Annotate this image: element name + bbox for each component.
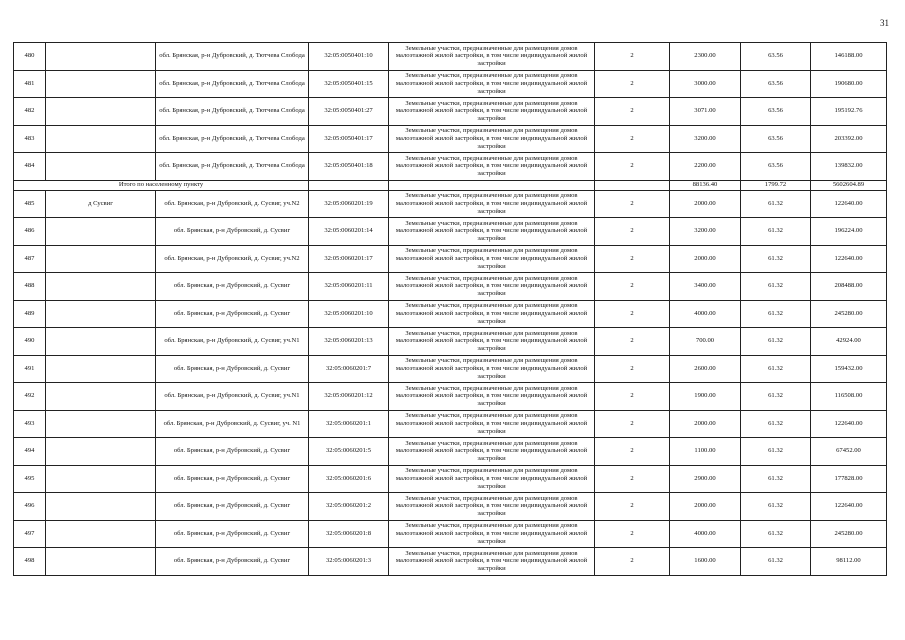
table-row <box>14 548 887 576</box>
cadastral-number-cell: 32:05:0050401:10 <box>309 43 389 71</box>
cadastral-number-cell: 32:05:0060201:7 <box>309 355 389 383</box>
table-row <box>14 465 887 493</box>
table-row <box>14 70 887 98</box>
table-row <box>14 300 887 328</box>
area-cell: 2900.00 <box>670 465 741 493</box>
settlement-name-cell <box>46 520 156 548</box>
cadastral-rate-cell: 61.32 <box>741 548 811 576</box>
land-use-purpose-cell: Земельные участки, предназначенные для размещения домов малоэтажной жилой застройки, в том числе индивидуальной жилой застройки <box>389 465 595 493</box>
cadastral-number-cell: 32:05:0060201:13 <box>309 328 389 356</box>
address-cell: обл. Брянская, р-н Дубровский, д. Тютчева Слобода <box>156 70 309 98</box>
row-number-cell: 488 <box>14 273 46 301</box>
row-number-cell: 483 <box>14 125 46 153</box>
cadastral-rate-cell: 61.32 <box>741 300 811 328</box>
address-cell: обл. Брянская, р-н Дубровский, д. Тютчева Слобода <box>156 125 309 153</box>
table-row <box>14 43 887 71</box>
address-cell: обл. Брянская, р-н Дубровский, д. Сусвиг <box>156 218 309 246</box>
row-number-cell: 493 <box>14 410 46 438</box>
settlement-name-cell <box>46 383 156 411</box>
cadastral-value-cell: 190680.00 <box>811 70 887 98</box>
total-label: Итого по населенному пункту <box>14 180 309 190</box>
land-group-cell: 2 <box>595 190 670 218</box>
area-cell: 2200.00 <box>670 153 741 181</box>
land-group-cell: 2 <box>595 273 670 301</box>
land-group-cell: 2 <box>595 125 670 153</box>
cadastral-number-cell: 32:05:0060201:8 <box>309 520 389 548</box>
cadastral-number-cell: 32:05:0050401:18 <box>309 153 389 181</box>
table-row <box>14 245 887 273</box>
cadastral-number-cell: 32:05:0060201:11 <box>309 273 389 301</box>
cadastral-rate-cell: 61.32 <box>741 465 811 493</box>
area-cell: 2000.00 <box>670 190 741 218</box>
area-cell: 2000.00 <box>670 245 741 273</box>
row-number-cell: 497 <box>14 520 46 548</box>
cadastral-value-cell: 195192.76 <box>811 98 887 126</box>
cadastral-rate-cell: 61.32 <box>741 383 811 411</box>
cadastral-number-cell: 32:05:0060201:5 <box>309 438 389 466</box>
table-row <box>14 125 887 153</box>
row-number-cell: 486 <box>14 218 46 246</box>
settlement-name-cell <box>46 43 156 71</box>
total-empty-purpose <box>389 180 595 190</box>
cadastral-value-cell: 67452.00 <box>811 438 887 466</box>
cadastral-number-cell: 32:05:0050401:27 <box>309 98 389 126</box>
settlement-name-cell <box>46 98 156 126</box>
table-row <box>14 493 887 521</box>
area-cell: 3400.00 <box>670 273 741 301</box>
cadastral-rate-cell: 61.32 <box>741 245 811 273</box>
cadastral-rate-cell: 61.32 <box>741 328 811 356</box>
cadastral-value-cell: 122640.00 <box>811 410 887 438</box>
page-number: 31 <box>880 18 889 28</box>
land-group-cell: 2 <box>595 355 670 383</box>
cadastral-rate-cell: 63.56 <box>741 125 811 153</box>
table-body-section-b <box>14 190 887 575</box>
total-rate: 1799.72 <box>741 180 811 190</box>
table-body-section-a <box>14 43 887 181</box>
settlement-total-row <box>14 180 887 190</box>
land-use-purpose-cell: Земельные участки, предназначенные для размещения домов малоэтажной жилой застройки, в том числе индивидуальной жилой застройки <box>389 383 595 411</box>
settlement-name-cell <box>46 245 156 273</box>
land-use-purpose-cell: Земельные участки, предназначенные для размещения домов малоэтажной жилой застройки, в том числе индивидуальной жилой застройки <box>389 125 595 153</box>
address-cell: обл. Брянская, р-н Дубровский, д. Сусвиг <box>156 493 309 521</box>
cadastral-value-cell: 177828.00 <box>811 465 887 493</box>
land-group-cell: 2 <box>595 493 670 521</box>
cadastral-value-cell: 122640.00 <box>811 190 887 218</box>
row-number-cell: 491 <box>14 355 46 383</box>
row-number-cell: 487 <box>14 245 46 273</box>
land-use-purpose-cell: Земельные участки, предназначенные для размещения домов малоэтажной жилой застройки, в том числе индивидуальной жилой застройки <box>389 493 595 521</box>
address-cell: обл. Брянская, р-н Дубровский, д. Тютчева Слобода <box>156 153 309 181</box>
cadastral-rate-cell: 61.32 <box>741 410 811 438</box>
area-cell: 2000.00 <box>670 410 741 438</box>
settlement-name-cell <box>46 218 156 246</box>
land-use-purpose-cell: Земельные участки, предназначенные для размещения домов малоэтажной жилой застройки, в том числе индивидуальной жилой застройки <box>389 328 595 356</box>
table-row <box>14 98 887 126</box>
cadastral-value-cell: 122640.00 <box>811 493 887 521</box>
land-group-cell: 2 <box>595 328 670 356</box>
total-empty-group <box>595 180 670 190</box>
address-cell: обл. Брянская, р-н Дубровский, д. Сусвиг <box>156 548 309 576</box>
table-row <box>14 410 887 438</box>
land-use-purpose-cell: Земельные участки, предназначенные для размещения домов малоэтажной жилой застройки, в том числе индивидуальной жилой застройки <box>389 520 595 548</box>
land-use-purpose-cell: Земельные участки, предназначенные для размещения домов малоэтажной жилой застройки, в том числе индивидуальной жилой застройки <box>389 218 595 246</box>
land-group-cell: 2 <box>595 98 670 126</box>
table-row <box>14 520 887 548</box>
land-group-cell: 2 <box>595 245 670 273</box>
cadastral-rate-cell: 61.32 <box>741 218 811 246</box>
area-cell: 3000.00 <box>670 70 741 98</box>
land-group-cell: 2 <box>595 153 670 181</box>
settlement-name-cell: д Сусвиг <box>46 190 156 218</box>
area-cell: 4000.00 <box>670 300 741 328</box>
land-group-cell: 2 <box>595 438 670 466</box>
table-row <box>14 438 887 466</box>
cadastral-value-cell: 203392.00 <box>811 125 887 153</box>
table-row <box>14 190 887 218</box>
land-group-cell: 2 <box>595 465 670 493</box>
cadastral-number-cell: 32:05:0060201:14 <box>309 218 389 246</box>
settlement-name-cell <box>46 438 156 466</box>
cadastral-number-cell: 32:05:0060201:10 <box>309 300 389 328</box>
settlement-name-cell <box>46 70 156 98</box>
address-cell: обл. Брянская, р-н Дубровский, д. Сусвиг <box>156 520 309 548</box>
land-use-purpose-cell: Земельные участки, предназначенные для размещения домов малоэтажной жилой застройки, в том числе индивидуальной жилой застройки <box>389 98 595 126</box>
land-use-purpose-cell: Земельные участки, предназначенные для размещения домов малоэтажной жилой застройки, в том числе индивидуальной жилой застройки <box>389 70 595 98</box>
cadastral-value-cell: 245280.00 <box>811 300 887 328</box>
cadastral-number-cell: 32:05:0060201:3 <box>309 548 389 576</box>
area-cell: 2600.00 <box>670 355 741 383</box>
area-cell: 3200.00 <box>670 125 741 153</box>
land-group-cell: 2 <box>595 410 670 438</box>
land-group-cell: 2 <box>595 70 670 98</box>
cadastral-value-cell: 146188.00 <box>811 43 887 71</box>
total-area: 88136.40 <box>670 180 741 190</box>
settlement-name-cell <box>46 548 156 576</box>
settlement-name-cell <box>46 465 156 493</box>
cadastral-value-cell: 122640.00 <box>811 245 887 273</box>
area-cell: 3200.00 <box>670 218 741 246</box>
settlement-name-cell <box>46 328 156 356</box>
address-cell: обл. Брянская, р-н Дубровский, д. Тютчева Слобода <box>156 98 309 126</box>
table-row <box>14 383 887 411</box>
address-cell: обл. Брянская, р-н Дубровский, д. Тютчева Слобода <box>156 43 309 71</box>
area-cell: 1100.00 <box>670 438 741 466</box>
settlement-name-cell <box>46 273 156 301</box>
total-empty-cad <box>309 180 389 190</box>
address-cell: обл. Брянская, р-н Дубровский, д. Сусвиг, уч.N2 <box>156 245 309 273</box>
area-cell: 2300.00 <box>670 43 741 71</box>
row-number-cell: 496 <box>14 493 46 521</box>
cadastral-value-cell: 116508.00 <box>811 383 887 411</box>
land-registry-table <box>13 42 887 576</box>
cadastral-rate-cell: 61.32 <box>741 273 811 301</box>
land-use-purpose-cell: Земельные участки, предназначенные для размещения домов малоэтажной жилой застройки, в том числе индивидуальной жилой застройки <box>389 190 595 218</box>
area-cell: 1600.00 <box>670 548 741 576</box>
row-number-cell: 480 <box>14 43 46 71</box>
row-number-cell: 484 <box>14 153 46 181</box>
land-group-cell: 2 <box>595 43 670 71</box>
area-cell: 4000.00 <box>670 520 741 548</box>
total-value: 5602604.89 <box>811 180 887 190</box>
land-group-cell: 2 <box>595 383 670 411</box>
settlement-name-cell <box>46 355 156 383</box>
row-number-cell: 492 <box>14 383 46 411</box>
cadastral-rate-cell: 63.56 <box>741 70 811 98</box>
cadastral-rate-cell: 61.32 <box>741 493 811 521</box>
cadastral-rate-cell: 63.56 <box>741 98 811 126</box>
land-use-purpose-cell: Земельные участки, предназначенные для размещения домов малоэтажной жилой застройки, в том числе индивидуальной жилой застройки <box>389 410 595 438</box>
row-number-cell: 485 <box>14 190 46 218</box>
land-use-purpose-cell: Земельные участки, предназначенные для размещения домов малоэтажной жилой застройки, в том числе индивидуальной жилой застройки <box>389 300 595 328</box>
settlement-name-cell <box>46 300 156 328</box>
land-use-purpose-cell: Земельные участки, предназначенные для размещения домов малоэтажной жилой застройки, в том числе индивидуальной жилой застройки <box>389 355 595 383</box>
cadastral-number-cell: 32:05:0050401:17 <box>309 125 389 153</box>
table-row <box>14 218 887 246</box>
address-cell: обл. Брянская, р-н Дубровский, д. Сусвиг <box>156 273 309 301</box>
settlement-name-cell <box>46 153 156 181</box>
table-row <box>14 153 887 181</box>
land-group-cell: 2 <box>595 548 670 576</box>
cadastral-value-cell: 159432.00 <box>811 355 887 383</box>
cadastral-number-cell: 32:05:0050401:15 <box>309 70 389 98</box>
cadastral-number-cell: 32:05:0060201:6 <box>309 465 389 493</box>
address-cell: обл. Брянская, р-н Дубровский, д. Сусвиг <box>156 300 309 328</box>
table-row <box>14 273 887 301</box>
address-cell: обл. Брянская, р-н Дубровский, д. Сусвиг, уч. N1 <box>156 410 309 438</box>
table-row <box>14 355 887 383</box>
address-cell: обл. Брянская, р-н Дубровский, д. Сусвиг <box>156 438 309 466</box>
settlement-name-cell <box>46 410 156 438</box>
cadastral-rate-cell: 63.56 <box>741 43 811 71</box>
area-cell: 700.00 <box>670 328 741 356</box>
address-cell: обл. Брянская, р-н Дубровский, д. Сусвиг, уч.N1 <box>156 328 309 356</box>
table-body-total <box>14 180 887 190</box>
row-number-cell: 495 <box>14 465 46 493</box>
cadastral-value-cell: 42924.00 <box>811 328 887 356</box>
row-number-cell: 490 <box>14 328 46 356</box>
land-group-cell: 2 <box>595 520 670 548</box>
settlement-name-cell <box>46 125 156 153</box>
table-row <box>14 328 887 356</box>
address-cell: обл. Брянская, р-н Дубровский, д. Сусвиг, уч.N2 <box>156 190 309 218</box>
land-use-purpose-cell: Земельные участки, предназначенные для размещения домов малоэтажной жилой застройки, в том числе индивидуальной жилой застройки <box>389 438 595 466</box>
cadastral-number-cell: 32:05:0060201:1 <box>309 410 389 438</box>
cadastral-value-cell: 208488.00 <box>811 273 887 301</box>
settlement-name-cell <box>46 493 156 521</box>
land-use-purpose-cell: Земельные участки, предназначенные для размещения домов малоэтажной жилой застройки, в том числе индивидуальной жилой застройки <box>389 43 595 71</box>
land-use-purpose-cell: Земельные участки, предназначенные для размещения домов малоэтажной жилой застройки, в том числе индивидуальной жилой застройки <box>389 548 595 576</box>
cadastral-value-cell: 245280.00 <box>811 520 887 548</box>
cadastral-value-cell: 98112.00 <box>811 548 887 576</box>
cadastral-number-cell: 32:05:0060201:12 <box>309 383 389 411</box>
land-group-cell: 2 <box>595 300 670 328</box>
area-cell: 1900.00 <box>670 383 741 411</box>
row-number-cell: 482 <box>14 98 46 126</box>
land-use-purpose-cell: Земельные участки, предназначенные для размещения домов малоэтажной жилой застройки, в том числе индивидуальной жилой застройки <box>389 153 595 181</box>
area-cell: 2000.00 <box>670 493 741 521</box>
cadastral-rate-cell: 61.32 <box>741 355 811 383</box>
cadastral-rate-cell: 61.32 <box>741 190 811 218</box>
address-cell: обл. Брянская, р-н Дубровский, д. Сусвиг <box>156 465 309 493</box>
address-cell: обл. Брянская, р-н Дубровский, д. Сусвиг <box>156 355 309 383</box>
row-number-cell: 489 <box>14 300 46 328</box>
land-use-purpose-cell: Земельные участки, предназначенные для размещения домов малоэтажной жилой застройки, в том числе индивидуальной жилой застройки <box>389 273 595 301</box>
cadastral-number-cell: 32:05:0060201:2 <box>309 493 389 521</box>
cadastral-number-cell: 32:05:0060201:17 <box>309 245 389 273</box>
cadastral-rate-cell: 61.32 <box>741 520 811 548</box>
row-number-cell: 481 <box>14 70 46 98</box>
area-cell: 3071.00 <box>670 98 741 126</box>
land-use-purpose-cell: Земельные участки, предназначенные для размещения домов малоэтажной жилой застройки, в том числе индивидуальной жилой застройки <box>389 245 595 273</box>
cadastral-rate-cell: 63.56 <box>741 153 811 181</box>
cadastral-value-cell: 139832.00 <box>811 153 887 181</box>
row-number-cell: 498 <box>14 548 46 576</box>
cadastral-rate-cell: 61.32 <box>741 438 811 466</box>
land-group-cell: 2 <box>595 218 670 246</box>
cadastral-number-cell: 32:05:0060201:19 <box>309 190 389 218</box>
cadastral-value-cell: 196224.00 <box>811 218 887 246</box>
row-number-cell: 494 <box>14 438 46 466</box>
address-cell: обл. Брянская, р-н Дубровский, д. Сусвиг, уч.N1 <box>156 383 309 411</box>
